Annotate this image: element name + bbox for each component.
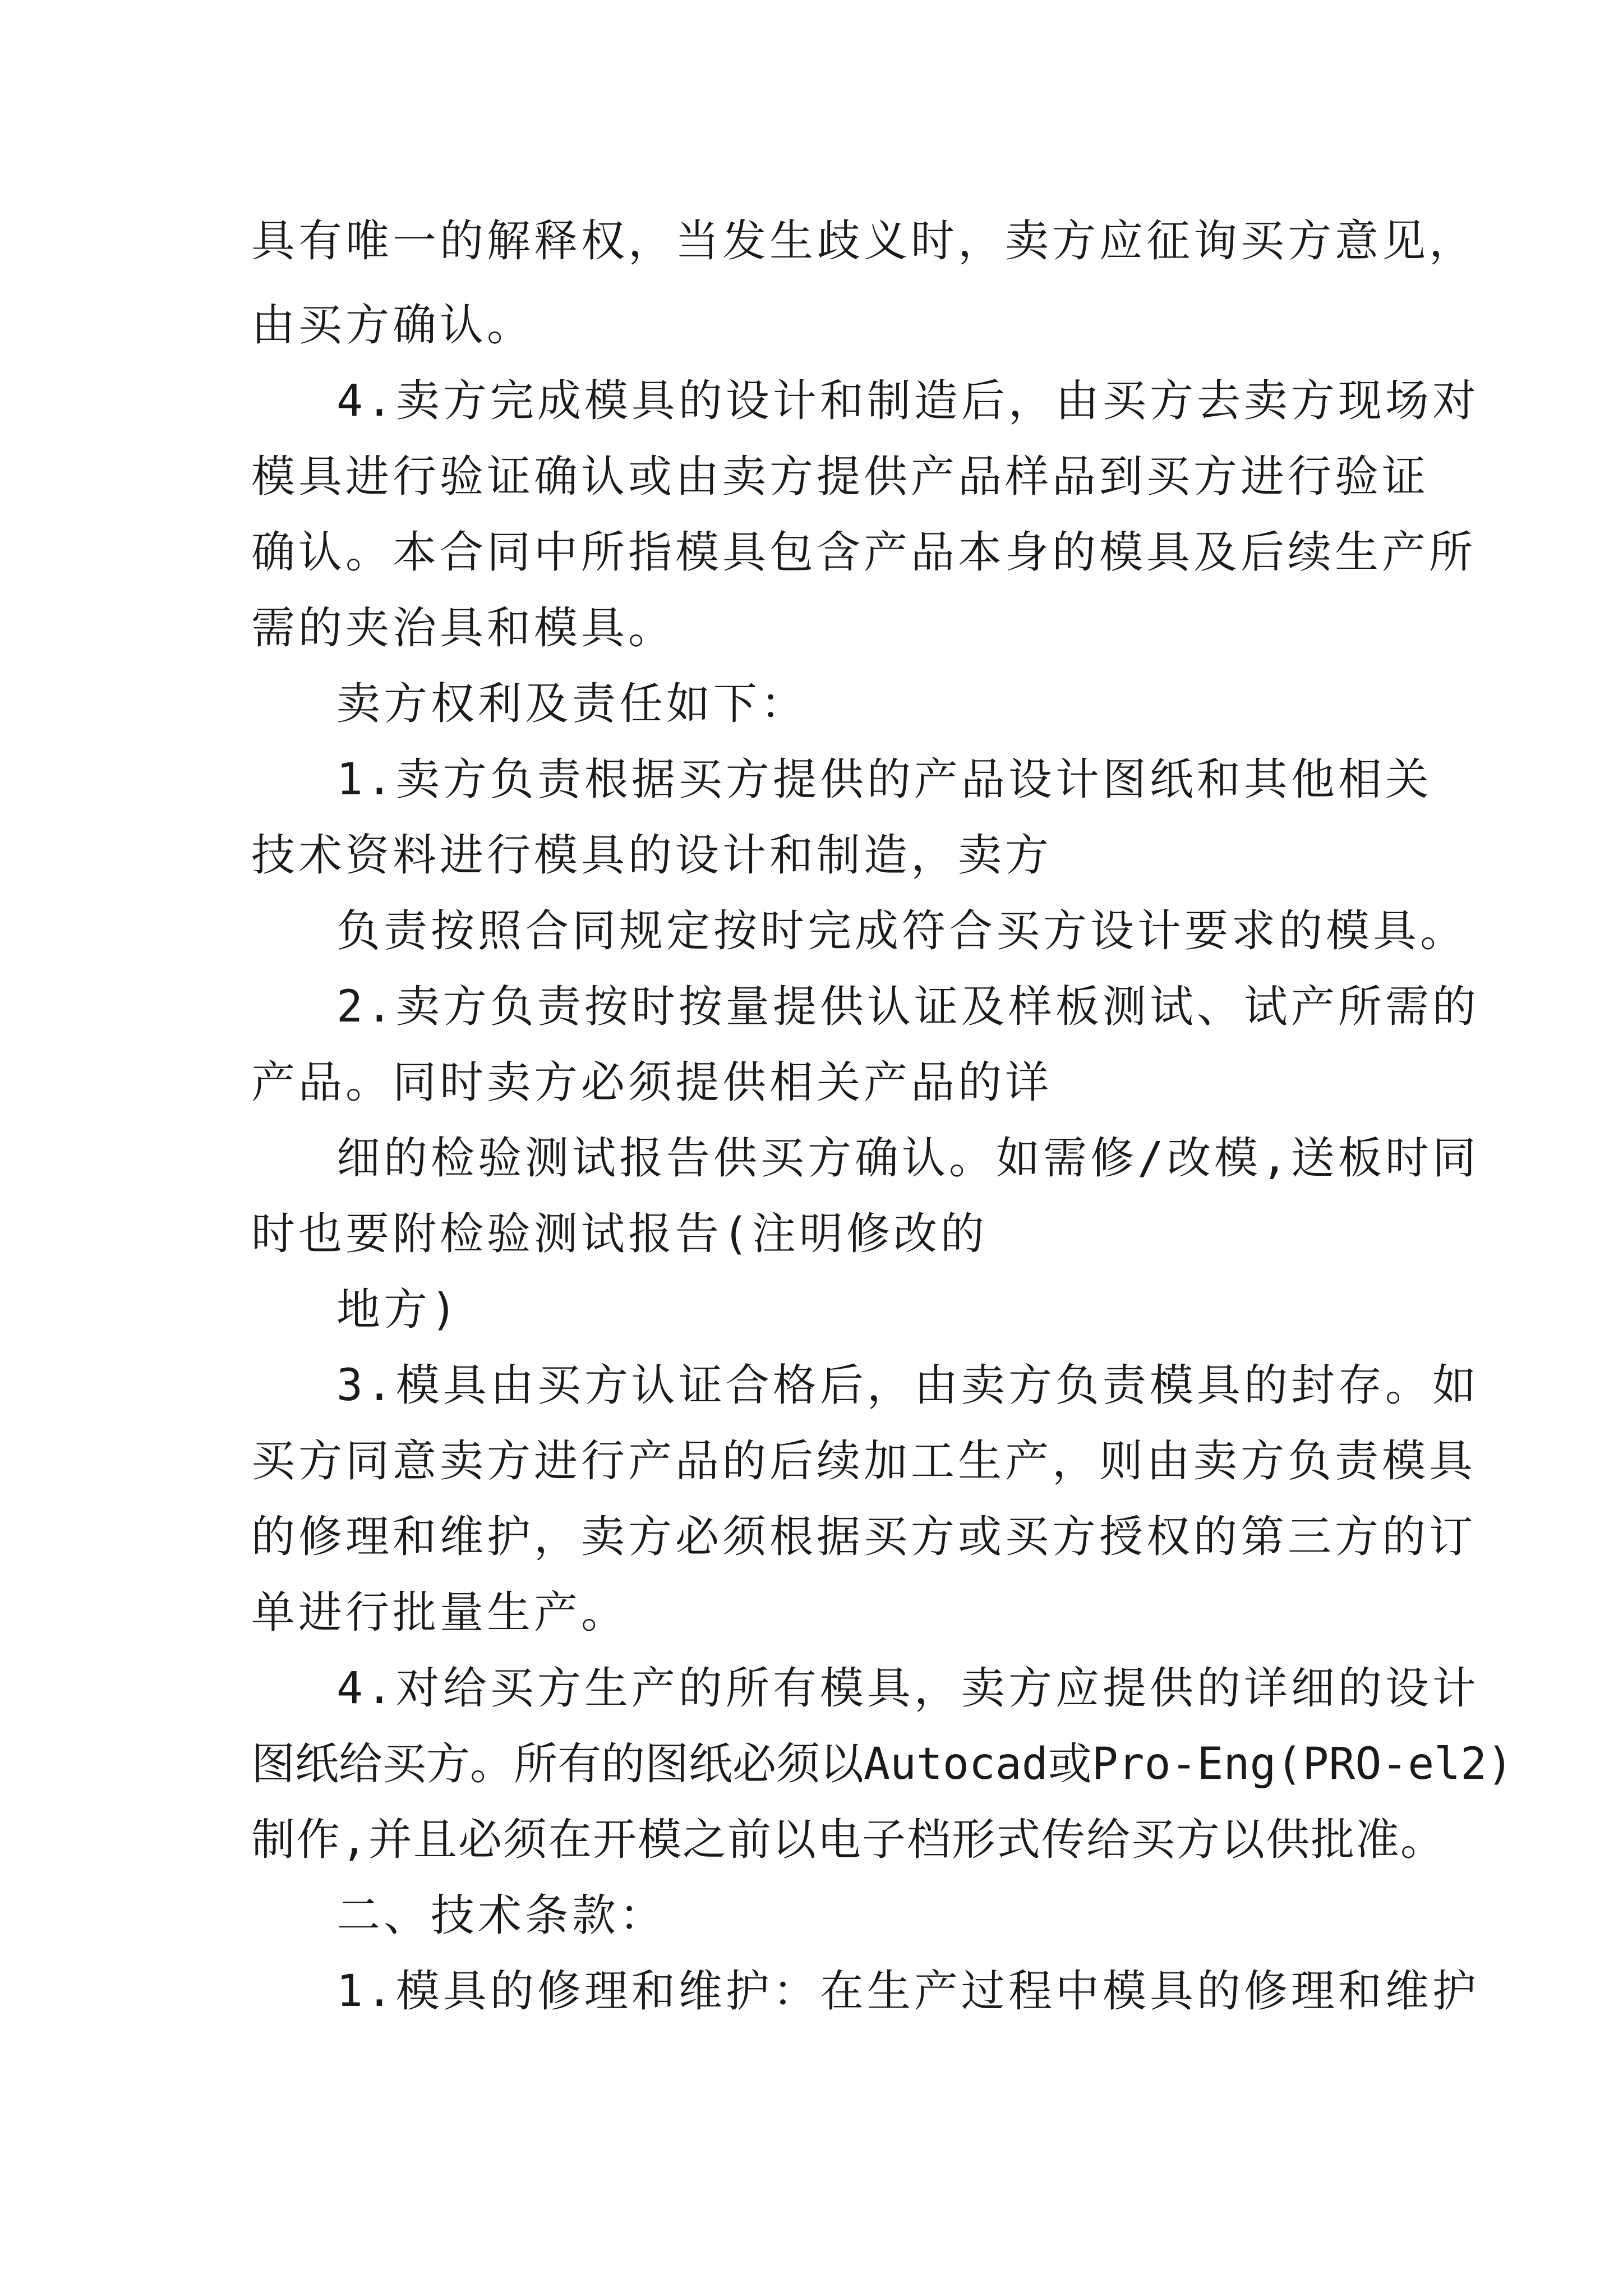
text-line: 细的检验测试报告供买方确认。如需修/改模,送板时同 [336,1133,1479,1184]
text-line: 1.模具的修理和维护：在生产过程中模具的修理和维护 [336,1966,1479,2017]
text-line: 需的夹治具和模具。 [251,603,676,654]
text-line: 1.卖方负责根据买方提供的产品设计图纸和其他相关 [336,754,1432,805]
text-line: 技术资料进行模具的设计和制造，卖方 [251,830,1053,881]
text-line: 负责按照合同规定按时完成符合买方设计要求的模具。 [336,906,1468,956]
text-line: 时也要附检验测试报告(注明修改的 [251,1209,988,1259]
text-line: 4.对给买方生产的所有模具，卖方应提供的详细的设计 [336,1663,1479,1714]
text-line: 的修理和维护，卖方必须根据买方或买方授权的第三方的订 [251,1512,1477,1562]
text-line: 买方同意卖方进行产品的后续加工生产，则由卖方负责模具 [251,1436,1477,1487]
text-line: 由买方确认。 [251,300,534,351]
text-line: 模具进行验证确认或由卖方提供产品样品到买方进行验证 [251,452,1430,502]
text-line: 产品。同时卖方必须提供相关产品的详 [251,1057,1053,1108]
text-line: 3.模具由买方认证合格后，由卖方负责模具的封存。如 [336,1360,1479,1411]
text-line: 二、技术条款： [336,1890,667,1941]
text-line: 2.卖方负责按时按量提供认证及样板测试、试产所需的 [336,982,1479,1032]
text-line: 制作,并且必须在开模之前以电子档形式传给买方以供批准。 [251,1815,1445,1865]
text-line: 具有唯一的解释权，当发生歧义时，卖方应征询买方意见， [251,216,1477,266]
text-line: 单进行批量生产。 [251,1588,629,1638]
text-line: 地方) [336,1285,460,1335]
text-line: 4.卖方完成模具的设计和制造后，由买方去卖方现场对 [336,376,1479,426]
text-line: 卖方权利及责任如下： [336,679,808,729]
text-line: 确认。本合同中所指模具包含产品本身的模具及后续生产所 [251,527,1477,578]
text-line: 图纸给买方。所有的图纸必须以Autocad或Pro-Eng(PRO-el2) [251,1739,1514,1789]
